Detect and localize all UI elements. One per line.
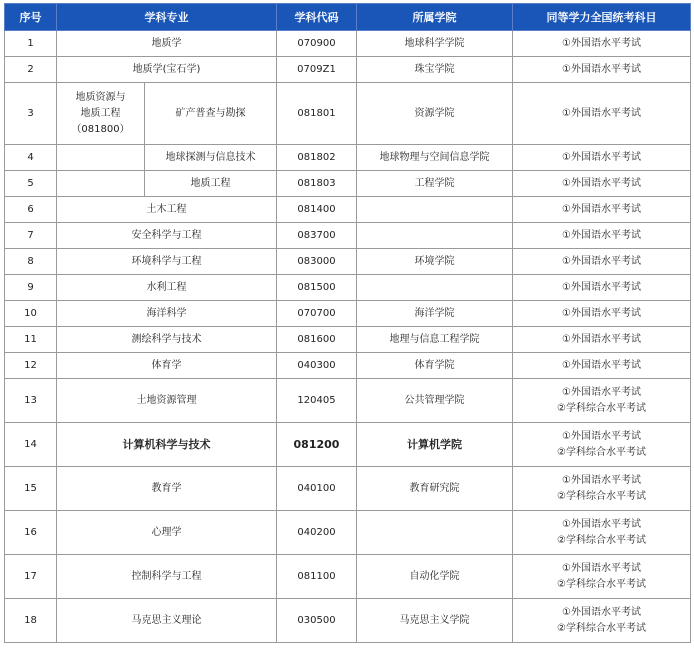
cell-major: 地球探测与信息技术 [145, 145, 277, 171]
exam-line: ①外国语水平考试 [562, 474, 641, 486]
exam-line: ①外国语水平考试 [562, 430, 641, 442]
cell-school [357, 223, 513, 249]
exam-subjects-table [4, 3, 691, 643]
cell-exam: ①外国语水平考试 [513, 327, 691, 353]
cell-exam: ①外国语水平考试 [513, 83, 691, 145]
cell-major: 地质工程 [145, 171, 277, 197]
cell-code: 081600 [277, 327, 357, 353]
exam-line: ①外国语水平考试 [562, 606, 641, 618]
cell-school: 马克思主义学院 [357, 599, 513, 643]
cell-major: 环境科学与工程 [57, 249, 277, 275]
cell-seq: 10 [5, 301, 57, 327]
cell-school [357, 197, 513, 223]
cell-school: 环境学院 [357, 249, 513, 275]
cell-seq: 17 [5, 555, 57, 599]
cell-seq: 9 [5, 275, 57, 301]
cell-major: 水利工程 [57, 275, 277, 301]
cell-school: 地球物理与空间信息学院 [357, 145, 513, 171]
cell-major: 矿产普查与勘探 [145, 83, 277, 145]
cell-seq: 4 [5, 145, 57, 171]
cell-major: 土地资源管理 [57, 379, 277, 423]
cell-seq: 14 [5, 423, 57, 467]
group-line: （081800） [71, 123, 130, 135]
cell-code: 040200 [277, 511, 357, 555]
exam-line: ②学科综合水平考试 [557, 490, 646, 502]
cell-school: 工程学院 [357, 171, 513, 197]
cell-major: 体育学 [57, 353, 277, 379]
cell-school: 地球科学学院 [357, 31, 513, 57]
cell-code: 070700 [277, 301, 357, 327]
table-row [5, 31, 691, 57]
cell-code: 081802 [277, 145, 357, 171]
cell-seq: 7 [5, 223, 57, 249]
header-code: 学科代码 [277, 4, 357, 31]
cell-seq: 5 [5, 171, 57, 197]
table-row [5, 223, 691, 249]
cell-code: 081100 [277, 555, 357, 599]
table-row [5, 301, 691, 327]
exam-line: ②学科综合水平考试 [557, 402, 646, 414]
table-row [5, 327, 691, 353]
cell-seq: 12 [5, 353, 57, 379]
table-row [5, 511, 691, 555]
cell-exam: ①外国语水平考试 [513, 31, 691, 57]
cell-code: 040100 [277, 467, 357, 511]
group-line: 地质资源与 [75, 91, 126, 103]
cell-group-empty [57, 171, 145, 197]
exam-line: ①外国语水平考试 [562, 518, 641, 530]
exam-line: ①外国语水平考试 [562, 386, 641, 398]
cell-seq: 8 [5, 249, 57, 275]
cell-exam [513, 423, 691, 467]
exam-line: ②学科综合水平考试 [557, 446, 646, 458]
cell-school: 公共管理学院 [357, 379, 513, 423]
cell-major: 马克思主义理论 [57, 599, 277, 643]
cell-school: 计算机学院 [357, 423, 513, 467]
cell-major: 控制科学与工程 [57, 555, 277, 599]
cell-code: 081803 [277, 171, 357, 197]
cell-school: 珠宝学院 [357, 57, 513, 83]
header-exam: 同等学力全国统考科目 [513, 4, 691, 31]
cell-code: 120405 [277, 379, 357, 423]
cell-code: 083700 [277, 223, 357, 249]
cell-exam: ①外国语水平考试 [513, 145, 691, 171]
cell-major: 教育学 [57, 467, 277, 511]
cell-exam: ①外国语水平考试 [513, 301, 691, 327]
cell-exam: ①外国语水平考试 [513, 275, 691, 301]
cell-school: 资源学院 [357, 83, 513, 145]
cell-exam: ①外国语水平考试 [513, 171, 691, 197]
cell-exam [513, 379, 691, 423]
cell-seq: 3 [5, 83, 57, 145]
header-seq: 序号 [5, 4, 57, 31]
cell-school: 教育研究院 [357, 467, 513, 511]
cell-major: 海洋科学 [57, 301, 277, 327]
table-header-row [5, 4, 691, 31]
table-row [5, 599, 691, 643]
cell-exam: ①外国语水平考试 [513, 249, 691, 275]
cell-seq: 16 [5, 511, 57, 555]
cell-major: 地质学(宝石学) [57, 57, 277, 83]
cell-school: 体育学院 [357, 353, 513, 379]
cell-exam: ①外国语水平考试 [513, 353, 691, 379]
cell-major: 计算机科学与技术 [57, 423, 277, 467]
exam-line: ②学科综合水平考试 [557, 578, 646, 590]
cell-school: 地理与信息工程学院 [357, 327, 513, 353]
cell-code: 081400 [277, 197, 357, 223]
group-line: 地质工程 [80, 107, 121, 119]
cell-seq: 11 [5, 327, 57, 353]
table-row [5, 423, 691, 467]
cell-seq: 15 [5, 467, 57, 511]
cell-code: 081801 [277, 83, 357, 145]
cell-code: 083000 [277, 249, 357, 275]
table-row [5, 57, 691, 83]
header-major: 学科专业 [57, 4, 277, 31]
cell-exam: ①外国语水平考试 [513, 223, 691, 249]
table-row [5, 379, 691, 423]
table-row [5, 467, 691, 511]
cell-major: 地质学 [57, 31, 277, 57]
cell-major: 土木工程 [57, 197, 277, 223]
cell-exam: ①外国语水平考试 [513, 197, 691, 223]
cell-group [57, 83, 145, 145]
cell-code: 070900 [277, 31, 357, 57]
cell-major: 测绘科学与技术 [57, 327, 277, 353]
cell-code: 040300 [277, 353, 357, 379]
table-row [5, 83, 691, 145]
table-row [5, 249, 691, 275]
table-row [5, 353, 691, 379]
cell-school [357, 511, 513, 555]
exam-line: ①外国语水平考试 [562, 562, 641, 574]
table-row [5, 197, 691, 223]
table-row [5, 171, 691, 197]
exam-line: ②学科综合水平考试 [557, 622, 646, 634]
cell-seq: 1 [5, 31, 57, 57]
table-row [5, 275, 691, 301]
header-school: 所属学院 [357, 4, 513, 31]
cell-seq: 2 [5, 57, 57, 83]
cell-code: 030500 [277, 599, 357, 643]
cell-school: 海洋学院 [357, 301, 513, 327]
cell-exam [513, 555, 691, 599]
table-row [5, 555, 691, 599]
cell-exam [513, 511, 691, 555]
cell-major: 安全科学与工程 [57, 223, 277, 249]
exam-line: ②学科综合水平考试 [557, 534, 646, 546]
cell-group-empty [57, 145, 145, 171]
table-row [5, 145, 691, 171]
cell-seq: 13 [5, 379, 57, 423]
cell-major: 心理学 [57, 511, 277, 555]
cell-exam [513, 467, 691, 511]
cell-exam: ①外国语水平考试 [513, 57, 691, 83]
cell-code: 081500 [277, 275, 357, 301]
cell-seq: 6 [5, 197, 57, 223]
cell-code: 0709Z1 [277, 57, 357, 83]
cell-school [357, 275, 513, 301]
cell-code: 081200 [277, 423, 357, 467]
cell-seq: 18 [5, 599, 57, 643]
cell-school: 自动化学院 [357, 555, 513, 599]
cell-exam [513, 599, 691, 643]
